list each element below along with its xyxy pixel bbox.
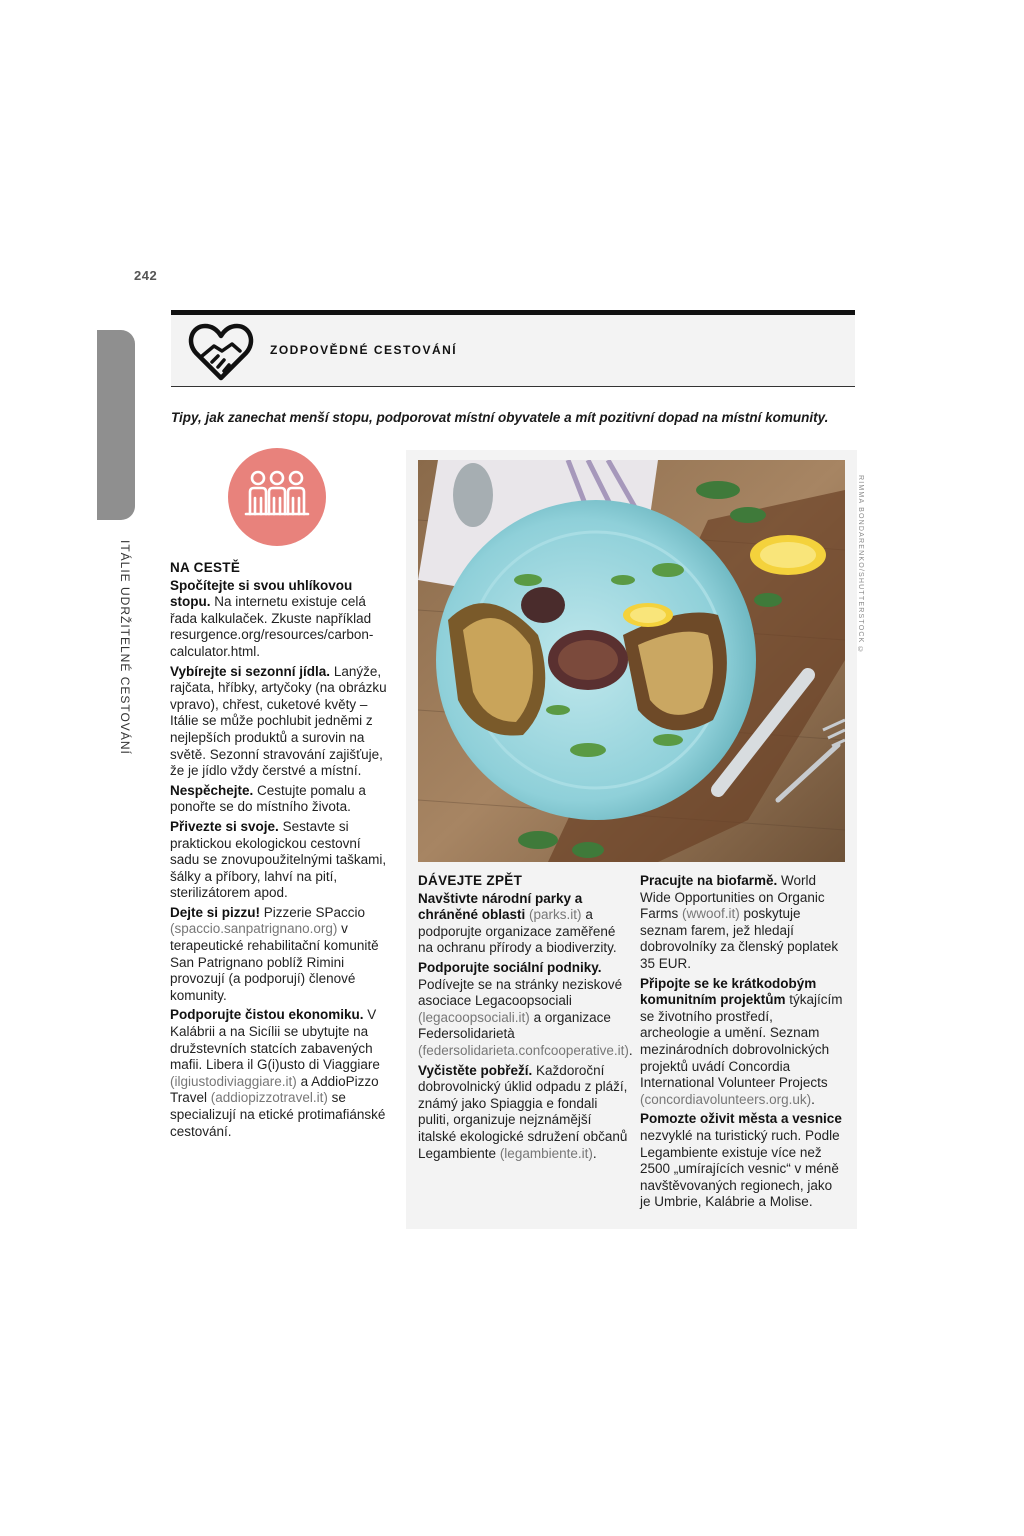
tip-lead: Vybírejte si sezonní jídla. <box>170 663 331 679</box>
tip-lead: Spočítejte si svou uhlíkovou stopu. <box>170 577 353 610</box>
tip-social-enterprise <box>418 959 633 1060</box>
tip-lead: Nespěchejte. <box>170 782 254 798</box>
section-title: ZODPOVĚDNÉ CESTOVÁNÍ <box>270 343 458 357</box>
tip-text: poskytuje seznam farem, jež hledají dobrovolníky za členský poplatek 35 EUR. <box>640 906 839 971</box>
tip-bring-own <box>170 819 388 902</box>
tip-lead: Pomozte oživit města a vesnice <box>640 1111 842 1127</box>
tip-seasonal <box>170 664 388 780</box>
tip-lead: Podporujte sociální podniky. <box>418 959 602 975</box>
tip-url: (concordiavolunteers.org.uk) <box>640 1091 812 1107</box>
tip-revive-villages <box>640 1111 845 1211</box>
tip-url: (legambiente.it) <box>499 1145 593 1161</box>
tip-url: (wwoof.it) <box>682 906 740 922</box>
tip-url: (federsolidarieta.confcooperative.it) <box>418 1042 629 1058</box>
tip-clean-economy <box>170 1007 388 1140</box>
tip-pizza <box>170 905 388 1005</box>
tip-parks <box>418 891 628 957</box>
tip-text: nezvyklé na turistický ruch. Podle Legambiente existuje více než 2500 „umírajících vesnic“ v méně navštěvovaných regionech, jako je Umbrie, Kalábrie a Molise. <box>640 1127 840 1210</box>
tip-text: a AddioPizzo Travel <box>170 1073 379 1106</box>
heart-handshake-icon <box>188 320 254 382</box>
tip-carbon <box>170 578 388 661</box>
people-community-icon <box>228 448 326 546</box>
left-column <box>170 560 388 1143</box>
tip-text: World Wide Opportunities on Organic Farms <box>640 873 825 922</box>
tip-slow <box>170 783 388 816</box>
tip-text: týkajícím se životního prostředí, archeologie a umění. Seznam mezinárodních dobrovolnických projektů uvádí Concordia International Volunteer Projects <box>640 992 843 1091</box>
tip-biofarm <box>640 873 845 973</box>
tip-lead: Vyčistěte pobřeží. <box>418 1062 533 1078</box>
mid-heading: DÁVEJTE ZPĚT <box>418 873 523 888</box>
tip-text: Sestavte si praktickou ekologickou cestovní sadu se znovupoužitelnými taškami, šálky a příbory, lahví na pití, sterilizátorem apod. <box>170 818 387 901</box>
tip-community-projects <box>640 976 845 1109</box>
middle-column <box>418 873 633 1165</box>
tip-text: V Kalábrii a na Sicílii se ubytujte na družstevních statcích zabavených mafii. Libera il G(i)usto di Viaggiare <box>170 1007 380 1073</box>
page-number: 242 <box>134 268 158 283</box>
artichoke-dish-photo <box>418 460 845 862</box>
photo-credit: RIMMA BONDARENKO/SHUTTERSTOCK © <box>857 475 864 655</box>
tip-text: . <box>811 1091 815 1107</box>
tip-url: (parks.it) <box>525 907 582 923</box>
tip-text: Pizzerie SPaccio <box>260 904 366 920</box>
tip-text: a organizace Federsolidarietà <box>418 1009 611 1042</box>
tip-url: (addiopizzotravel.it) <box>210 1090 328 1106</box>
right-column <box>640 873 845 1214</box>
tip-url: (legacoopsociali.it) <box>418 1009 530 1025</box>
tip-text: . <box>628 1042 633 1058</box>
tip-text: Lanýže, rajčata, hříbky, artyčoky (na obrázku vpravo), chřest, cuketové květy – Itálie se může pochlubit jedněmi z nejlepších produktů a surovin na světě. Sezonní stravování zajišťuje, že je jídlo vždy čerstvé a místní. <box>170 663 387 779</box>
tip-url: (ilgiustodiviaggiare.it) <box>170 1073 297 1089</box>
tip-beach-cleanup <box>418 1063 628 1163</box>
tip-text: Podívejte se na stránky neziskové asociace Legacoopsociali <box>418 976 623 1009</box>
tip-lead: Přivezte si svoje. <box>170 818 279 834</box>
tip-lead: Pracujte na biofarmě. <box>640 873 778 888</box>
tip-text: . <box>592 1145 597 1161</box>
tip-text: a podporujte organizace zaměřené na ochranu přírody a biodiverzity. <box>418 907 617 956</box>
chapter-side-label: ITÁLIE UDRŽITELNÉ CESTOVÁNÍ <box>118 540 132 755</box>
intro-text: Tipy, jak zanechat menší stopu, podporovat místní obyvatele a mít pozitivní dopad na místní komunity. <box>171 410 829 425</box>
tip-lead: Podporujte čistou ekonomiku. <box>170 1007 364 1023</box>
tip-lead: Dejte si pizzu! <box>170 904 261 920</box>
tip-url: (spaccio.sanpatrignano.org) <box>170 921 338 937</box>
left-heading: NA CESTĚ <box>170 560 241 575</box>
tip-text: Na internetu existuje celá řada kalkulaček. Zkuste například resurgence.org/resources/carbon-calculator.html. <box>170 594 374 659</box>
chapter-side-tab <box>97 330 135 520</box>
tip-text: Každoroční dobrovolnický úklid odpadu z pláží, známý jako Spiaggia e fondali puliti, organizuje nejznámější italské ekologické sdružení občanů Legambiente <box>418 1062 628 1161</box>
tip-lead: Navštivte národní parky a chráněné oblasti <box>418 890 583 923</box>
tip-lead: Připojte se ke krátkodobým komunitním projektům <box>640 975 817 1008</box>
tip-text: se specializují na etické protimafiánské cestování. <box>170 1090 386 1139</box>
tip-text: Cestujte pomalu a ponořte se do místního života. <box>170 782 366 815</box>
tip-text: v terapeutické rehabilitační komunitě San Patrignano poblíž Rimini provozují (a podporují) členové komunity. <box>170 921 379 1003</box>
